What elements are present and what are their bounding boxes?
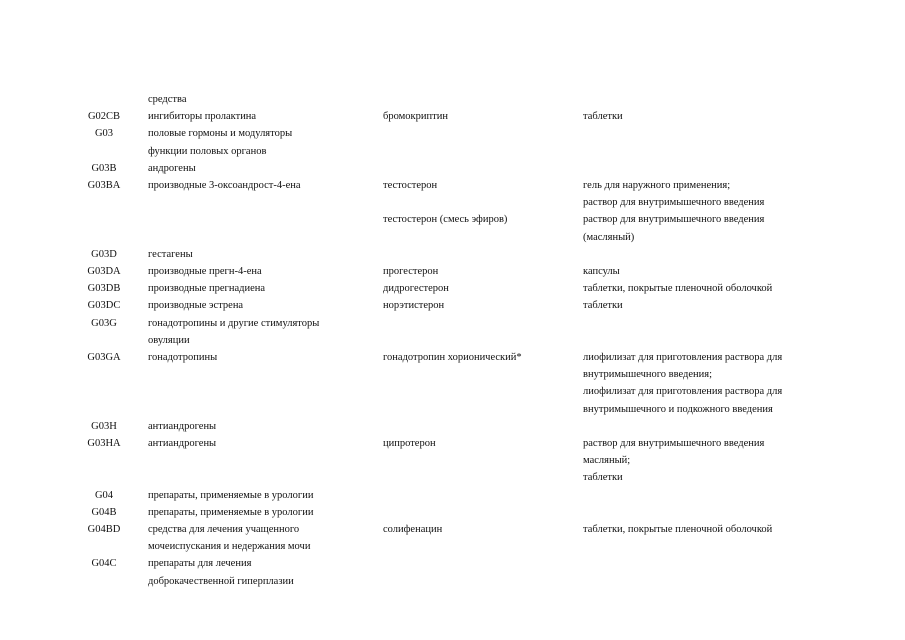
drug-name — [383, 177, 583, 194]
drug-name-line: ципротерон — [383, 438, 436, 450]
group-name-line: антиандрогены — [148, 438, 217, 450]
group-name-line: производные прегнадиена — [148, 283, 266, 295]
dosage-form-line: лиофилизат для приготовления раствора для — [583, 352, 783, 364]
atc-code: G03H — [91, 420, 117, 432]
dosage-form-line: таблетки — [583, 111, 623, 123]
group-name — [148, 315, 383, 349]
table-row — [0, 246, 905, 263]
dosage-form-line: внутримышечного введения; — [583, 369, 713, 381]
group-name-line: функции половых органов — [148, 145, 267, 157]
table-row — [0, 177, 905, 211]
atc-code: G04 — [94, 489, 114, 501]
group-name-line: препараты для лечения — [148, 558, 252, 570]
dosage-form — [583, 280, 863, 297]
group-name-line: гестагены — [148, 248, 193, 260]
drug-name-line: тестостерон — [383, 180, 438, 192]
drug-name-line: норэтистерон — [383, 300, 445, 312]
table-row — [0, 160, 905, 177]
group-name-line: овуляции — [148, 334, 190, 346]
group-name-line: ингибиторы пролактина — [148, 111, 257, 123]
dosage-form — [583, 108, 863, 125]
table-row — [0, 211, 905, 245]
dosage-form — [583, 521, 863, 538]
group-name — [148, 108, 383, 125]
dosage-form-line: лиофилизат для приготовления раствора для — [583, 386, 783, 398]
dosage-form-line: гель для наружного применения; — [583, 180, 731, 192]
drug-name — [383, 521, 583, 538]
dosage-form-line: таблетки, покрытые пленочной оболочкой — [583, 283, 773, 295]
dosage-form — [583, 297, 863, 314]
group-name-line: препараты, применяемые в урологии — [148, 506, 314, 518]
drug-name-line: гонадотропин хорионический* — [383, 352, 522, 364]
atc-code: G03DA — [87, 266, 121, 278]
atc-code: G02CB — [87, 111, 121, 123]
table-row — [0, 297, 905, 314]
group-name-line: производные прегн-4-ена — [148, 266, 262, 278]
group-name — [148, 160, 383, 177]
dosage-form-line: раствор для внутримышечного введения — [583, 197, 765, 209]
group-name-line: половые гормоны и модуляторы — [148, 128, 293, 140]
group-name — [148, 125, 383, 159]
dosage-form-line: масляный; — [583, 455, 631, 467]
dosage-form — [583, 263, 863, 280]
group-name — [148, 297, 383, 314]
group-name — [148, 555, 383, 589]
group-name-line: гонадотропины — [148, 352, 218, 364]
group-name — [148, 280, 383, 297]
dosage-form — [583, 435, 863, 487]
table-row — [0, 108, 905, 125]
atc-code: G03DC — [87, 300, 121, 312]
dosage-form-line: таблетки — [583, 300, 623, 312]
group-name-line: средства для лечения учащенного — [148, 524, 300, 536]
group-name-line: препараты, применяемые в урологии — [148, 489, 314, 501]
table-row — [0, 521, 905, 555]
drug-name-line: бромокриптин — [383, 111, 448, 123]
atc-code: G03DB — [87, 283, 121, 295]
table-row — [0, 125, 905, 159]
drug-table — [0, 91, 905, 590]
table-row — [0, 315, 905, 349]
group-name-line: производные 3-оксоандрост-4-ена — [148, 180, 301, 192]
group-name-line: доброкачественной гиперплазии — [148, 575, 294, 587]
dosage-form — [583, 177, 863, 211]
group-name-line: андрогены — [148, 162, 196, 174]
table-row — [0, 487, 905, 504]
drug-name-line: прогестерон — [383, 266, 439, 278]
group-name — [148, 349, 383, 366]
atc-code: G03D — [91, 248, 117, 260]
group-name-line: производные эстрена — [148, 300, 244, 312]
dosage-form-line: внутримышечного и подкожного введения — [583, 403, 773, 415]
drug-name — [383, 263, 583, 280]
group-name — [148, 504, 383, 521]
atc-code: G03G — [91, 317, 117, 329]
atc-code: G03 — [94, 128, 114, 140]
drug-name — [383, 349, 583, 366]
atc-code: G03BA — [87, 180, 121, 192]
atc-code: G03B — [91, 162, 117, 174]
group-name — [148, 177, 383, 194]
atc-code: G04BD — [87, 524, 121, 536]
group-name — [148, 263, 383, 280]
drug-name-line: тестостерон (смесь эфиров) — [383, 214, 508, 226]
drug-name — [383, 280, 583, 297]
table-row — [0, 504, 905, 521]
atc-code: G04C — [91, 558, 117, 570]
group-name — [148, 487, 383, 504]
dosage-form-line: раствор для внутримышечного введения — [583, 438, 765, 450]
group-name — [148, 435, 383, 452]
drug-name — [383, 297, 583, 314]
table-row — [0, 280, 905, 297]
atc-code: G03HA — [87, 438, 121, 450]
group-name — [148, 418, 383, 435]
group-name — [148, 521, 383, 555]
table-row — [0, 263, 905, 280]
group-name — [148, 246, 383, 263]
dosage-form-line: таблетки, покрытые пленочной оболочкой — [583, 524, 773, 536]
dosage-form-line: капсулы — [583, 266, 620, 278]
group-name-line: мочеиспускания и недержания мочи — [148, 541, 311, 553]
dosage-form-line: раствор для внутримышечного введения — [583, 214, 765, 226]
drug-name-line: солифенацин — [383, 524, 443, 536]
dosage-form-line: таблетки — [583, 472, 623, 484]
table-row — [0, 349, 905, 418]
table-row — [0, 555, 905, 589]
group-name — [148, 91, 383, 108]
group-name-line: антиандрогены — [148, 420, 217, 432]
table-row — [0, 418, 905, 435]
drug-name — [383, 108, 583, 125]
atc-code: G03GA — [87, 352, 121, 364]
dosage-form — [583, 211, 863, 245]
drug-name — [383, 211, 583, 228]
group-name-line: средства — [148, 94, 187, 105]
atc-code: G04B — [91, 506, 117, 518]
drug-name — [383, 435, 583, 452]
dosage-form-line: (масляный) — [583, 231, 635, 243]
table-row — [0, 91, 905, 108]
dosage-form — [583, 349, 863, 418]
drug-name-line: дидрогестерон — [383, 283, 449, 295]
table-row — [0, 435, 905, 487]
group-name-line: гонадотропины и другие стимуляторы — [148, 317, 320, 329]
